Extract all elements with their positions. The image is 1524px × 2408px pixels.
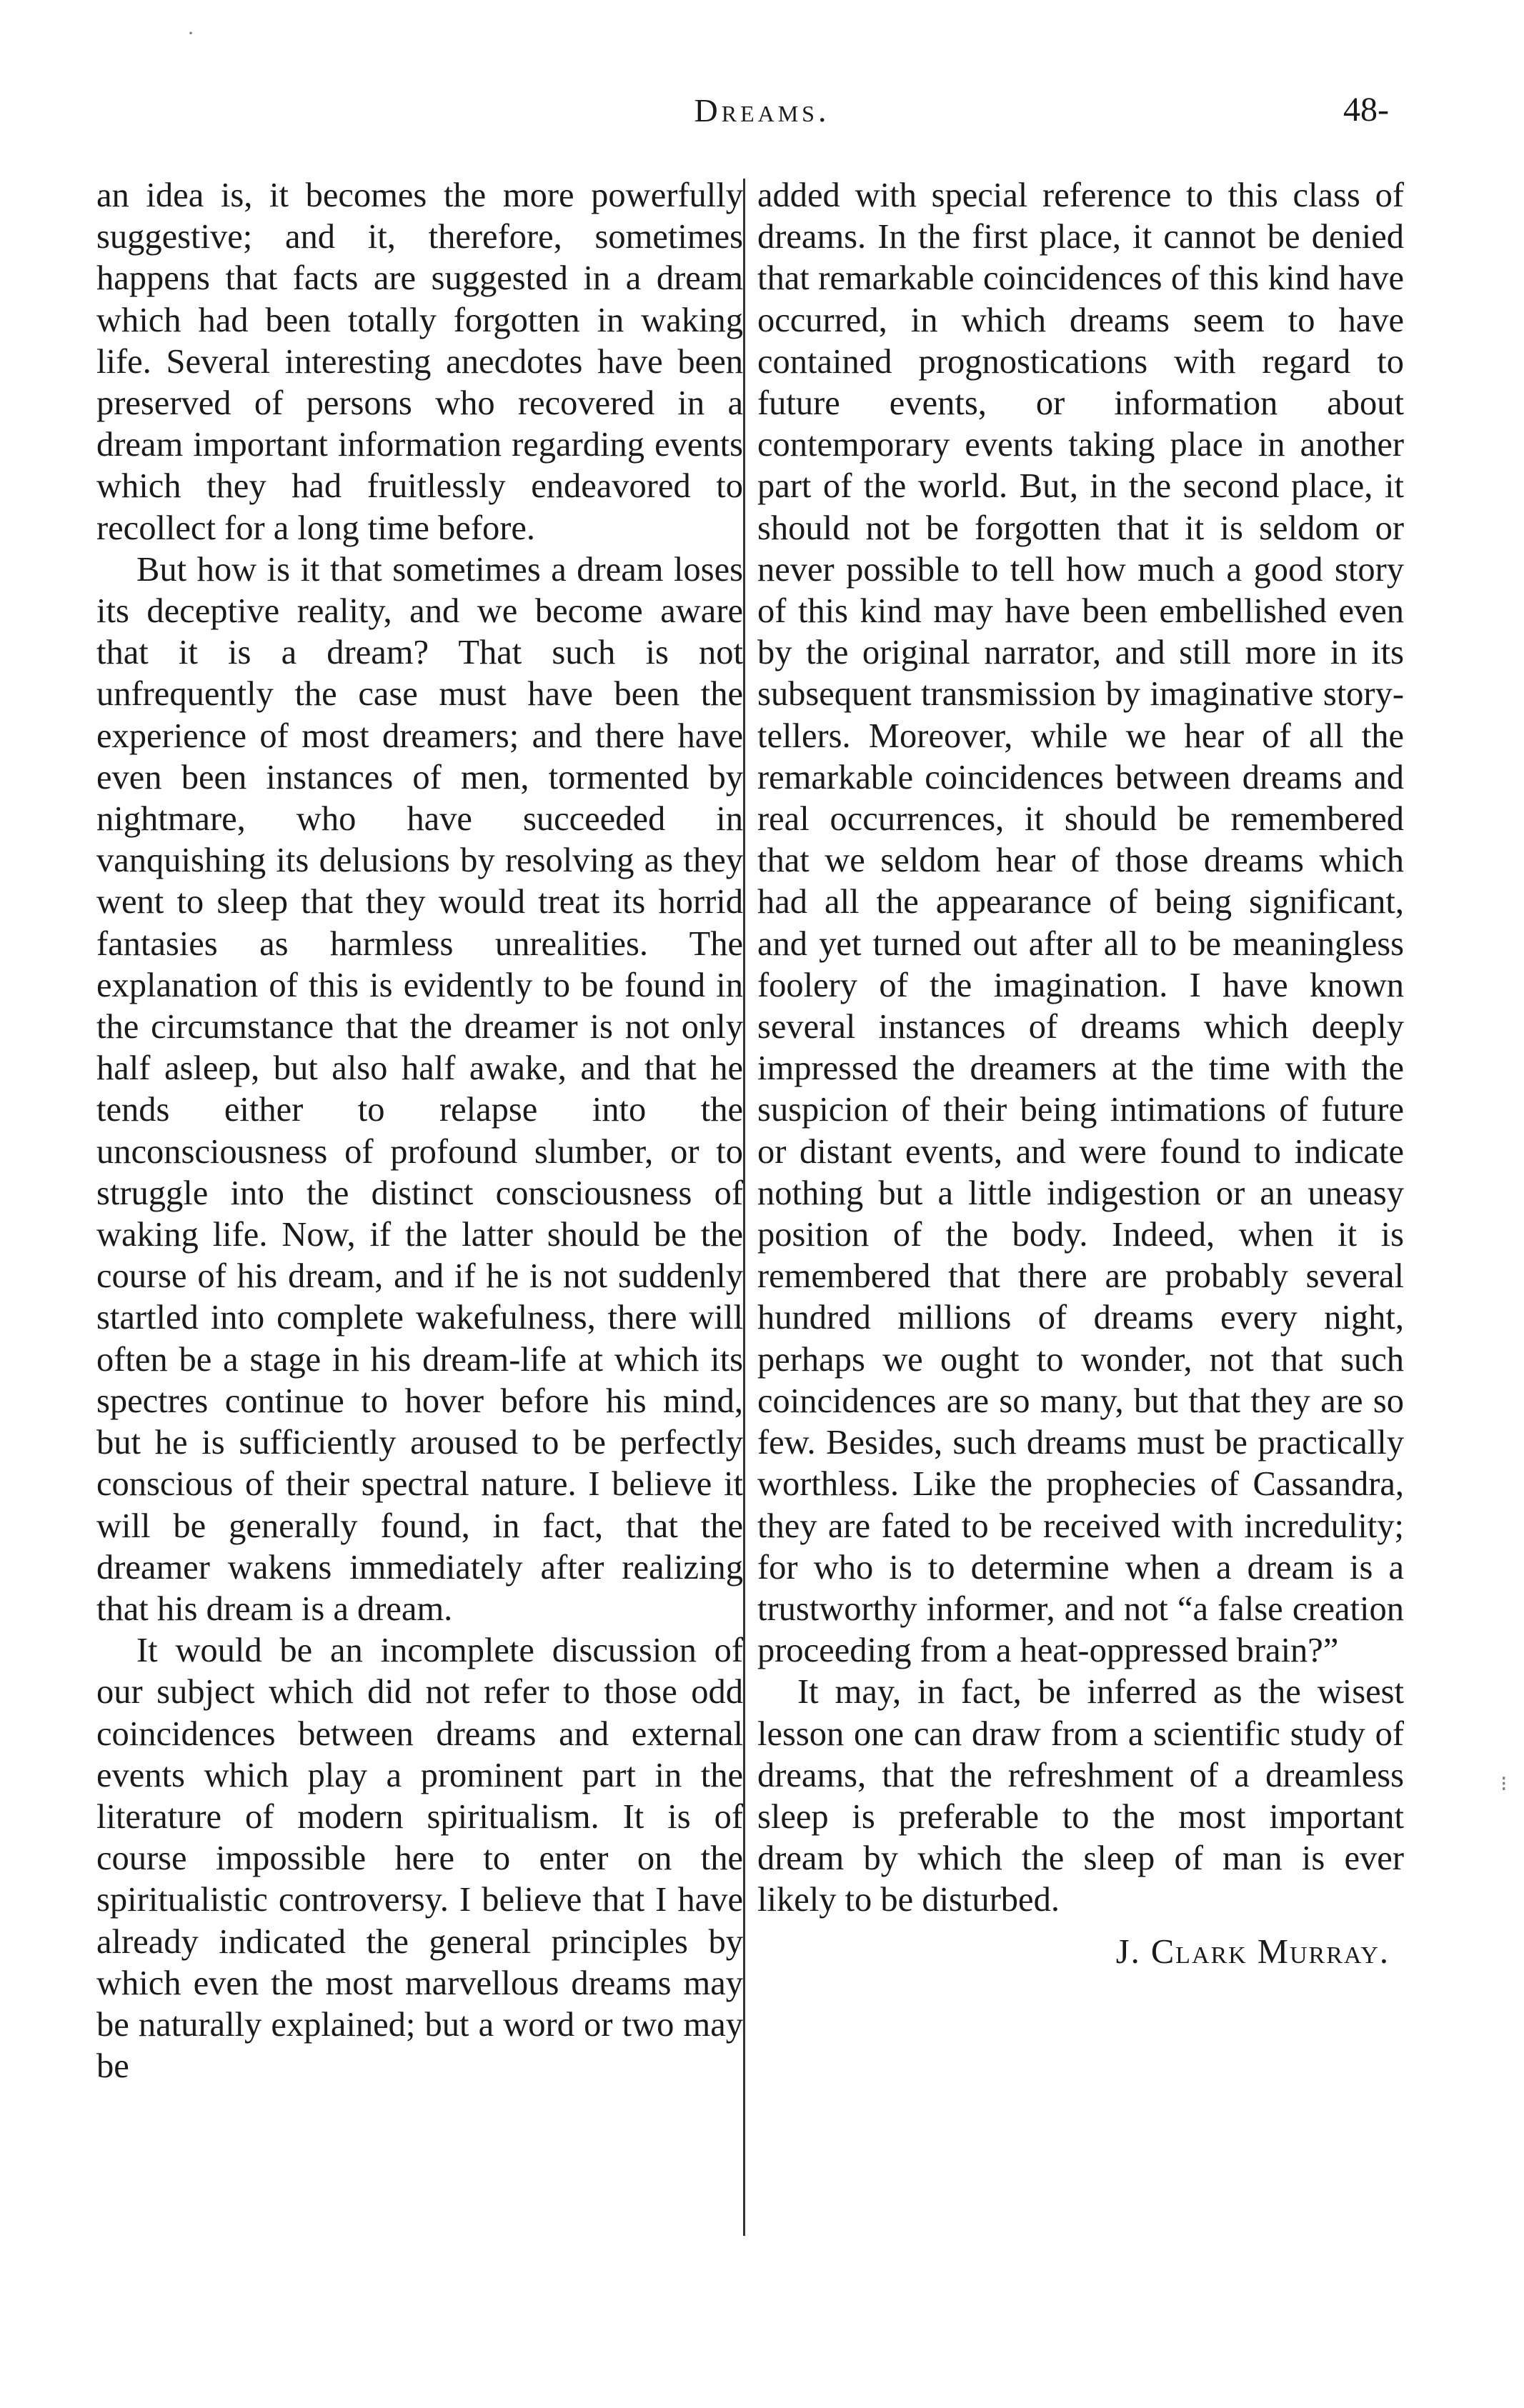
left-paragraph-3: It would be an incomplete discussion of our subject which did not refer to those odd coincidences between dreams and external events which play a prominent part in the literature of modern spiritualism. It is of course impossible here to enter on the spiritualistic controversy. I believe that I have already indicated the general principles by which even the most marvellous dreams may be naturally explained; but a word or two may be xyxy=(96,1632,743,2086)
running-header-title: Dreams. xyxy=(694,92,830,129)
left-column xyxy=(96,175,743,2087)
column-divider-rule xyxy=(743,179,745,2236)
page-number: 48- xyxy=(1343,91,1389,129)
left-paragraph-2: But how is it that sometimes a dream loses its deceptive reality, and we become aware that it is a dream? That such is not unfrequently the case must have been the experience of most dreamers; and there have even been instances of men, tormented by nightmare, who have succeeded in vanquishing its delusions by resolving as they went to sleep that they would treat its horrid fantasies as harmless unrealities. The explanation of this is evidently to be found in the circumstance that the dreamer is not only half asleep, but also half awake, and that he tends either to relapse into the unconsciousness of profound slumber, or to struggle into the distinct consciousness of waking life. Now, if the latter should be the course of his dream, and if he is not suddenly startled into complete wakefulness, there will often be a stage in his dream-life at which its spectres continue to hover before his mind, but he is sufficiently aroused to be perfectly conscious of their spectral nature. I believe it will be generally found, in fact, that the dreamer wakens immediately after realizing that his dream is a dream. xyxy=(96,550,743,1628)
stray-dot-mark: · xyxy=(187,21,194,45)
right-paragraph-2: It may, in fact, be inferred as the wisest lesson one can draw from a scientific study of dreams, that the refreshment of a dreamless sleep is preferable to the most important dream by which the sleep of man is ever likely to be disturbed. xyxy=(757,1673,1404,1919)
right-paragraph-1: added with special reference to this class of dreams. In the first place, it cannot be denied that remarkable coincidences of this kind have occurred, in which dreams seem to have contained prognostications with regard to future events, or information about contemporary events taking place in another part of the world. But, in the second place, it should not be forgotten that it is seldom or never possible to tell how much a good story of this kind may have been embellished even by the original narrator, and still more in its subsequent transmission by imaginative story-tellers. Moreover, while we hear of all the remarkable coincidences between dreams and real occurrences, it should be remembered that we seldom hear of those dreams which had all the appearance of being significant, and yet turned out after all to be meaningless foolery of the imagination. I have known several instances of dreams which deeply impressed the dreamers at the time with the suspicion of their being intimations of future or distant events, and were found to indicate nothing but a little indigestion or an uneasy position of the body. Indeed, when it is remembered that there are probably several hundred millions of dreams every night, perhaps we ought to wonder, not that such coincidences are so many, but that they are so few. Besides, such dreams must be practically worthless. Like the prophecies of Cassandra, they are fated to be received with incredulity; for who is to determine when a dream is a trustworthy informer, and not “a false creation proceeding from a heat-oppressed brain?” xyxy=(757,176,1404,1670)
right-column xyxy=(757,175,1404,1973)
left-paragraph-1: an idea is, it becomes the more powerfully suggestive; and it, therefore, sometimes happens that facts are suggested in a dream which had been totally forgotten in waking life. Several interesting anecdotes have been preserved of persons who recovered in a dream important information regarding events which they had fruitlessly endeavored to recollect for a long time before. xyxy=(96,176,743,547)
author-signature: J. Clark Murray. xyxy=(1115,1932,1390,1971)
stray-margin-mark: ⁝ xyxy=(1500,1772,1508,1796)
